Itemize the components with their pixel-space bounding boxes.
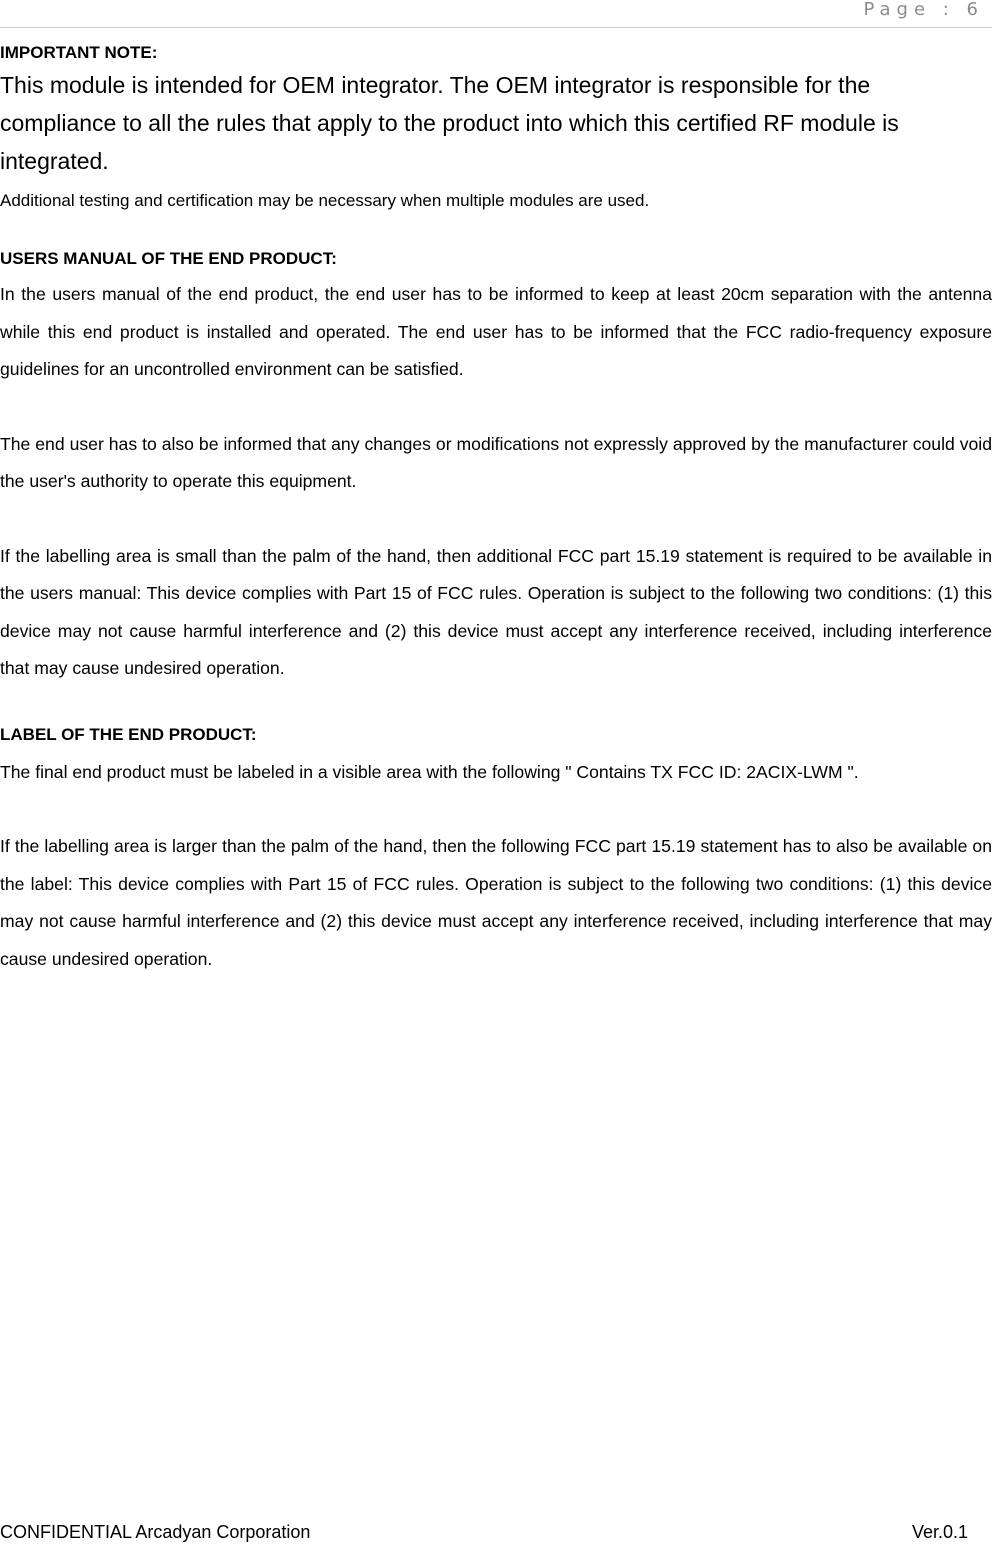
spacer	[0, 214, 992, 246]
important-note-lead: This module is intended for OEM integrator. The OEM integrator is responsible for the compliance to all the rules that apply to the product into which this certified RF module is integrated.	[0, 72, 899, 174]
footer-version: Ver.0.1	[911, 1522, 968, 1542]
label-paragraph-1: The final end product must be labeled in a visible area with the following " Contains TX FCC ID: 2ACIX-LWM ".	[0, 761, 859, 782]
label-heading: LABEL OF THE END PRODUCT:	[0, 724, 257, 744]
spacer	[0, 688, 992, 722]
spacer	[0, 389, 992, 426]
label-paragraph-2: If the labelling area is larger than the palm of the hand, then the following FCC part 15.19 statement has to also be available on the label: This device complies with Part 15 of FCC rules. Operation is subject to the following two conditions: (1) this device may not cause harmful interference and (2) this device must accept any interference received, including interference that may cause undesired operation.	[0, 836, 992, 969]
spacer	[0, 501, 992, 538]
users-manual-paragraph-2: The end user has to also be informed that any changes or modifications not expressly approved by the manufacturer could void the user's authority to operate this equipment.	[0, 433, 992, 491]
users-manual-paragraph-3: If the labelling area is small than the palm of the hand, then additional FCC part 15.19 statement is required to be available in the users manual: This device complies with Part 15 of FCC rules. Operation is subject to the following two conditions: (1) this device may not cause harmful interference and (2) this device must accept any interference received, including interference that may cause undesired operation.	[0, 545, 992, 678]
footer-company: CONFIDENTIAL Arcadyan Corporation	[0, 1522, 311, 1542]
users-manual-paragraph-1: In the users manual of the end product, the end user has to be informed to keep at least 20cm separation with the antenna while this end product is installed and operated. The end user has to be informed that the FCC radio-frequency exposure guidelines for an uncontrolled environment can be satisfied.	[0, 284, 992, 379]
important-note-heading: IMPORTANT NOTE:	[0, 43, 158, 62]
spacer	[0, 791, 992, 828]
important-note-additional: Additional testing and certification may be necessary when multiple modules are used.	[0, 191, 650, 210]
document-body	[0, 40, 992, 978]
users-manual-heading: USERS MANUAL OF THE END PRODUCT:	[0, 249, 337, 268]
page-number: Page : 6	[863, 0, 984, 20]
page-header	[0, 0, 992, 28]
